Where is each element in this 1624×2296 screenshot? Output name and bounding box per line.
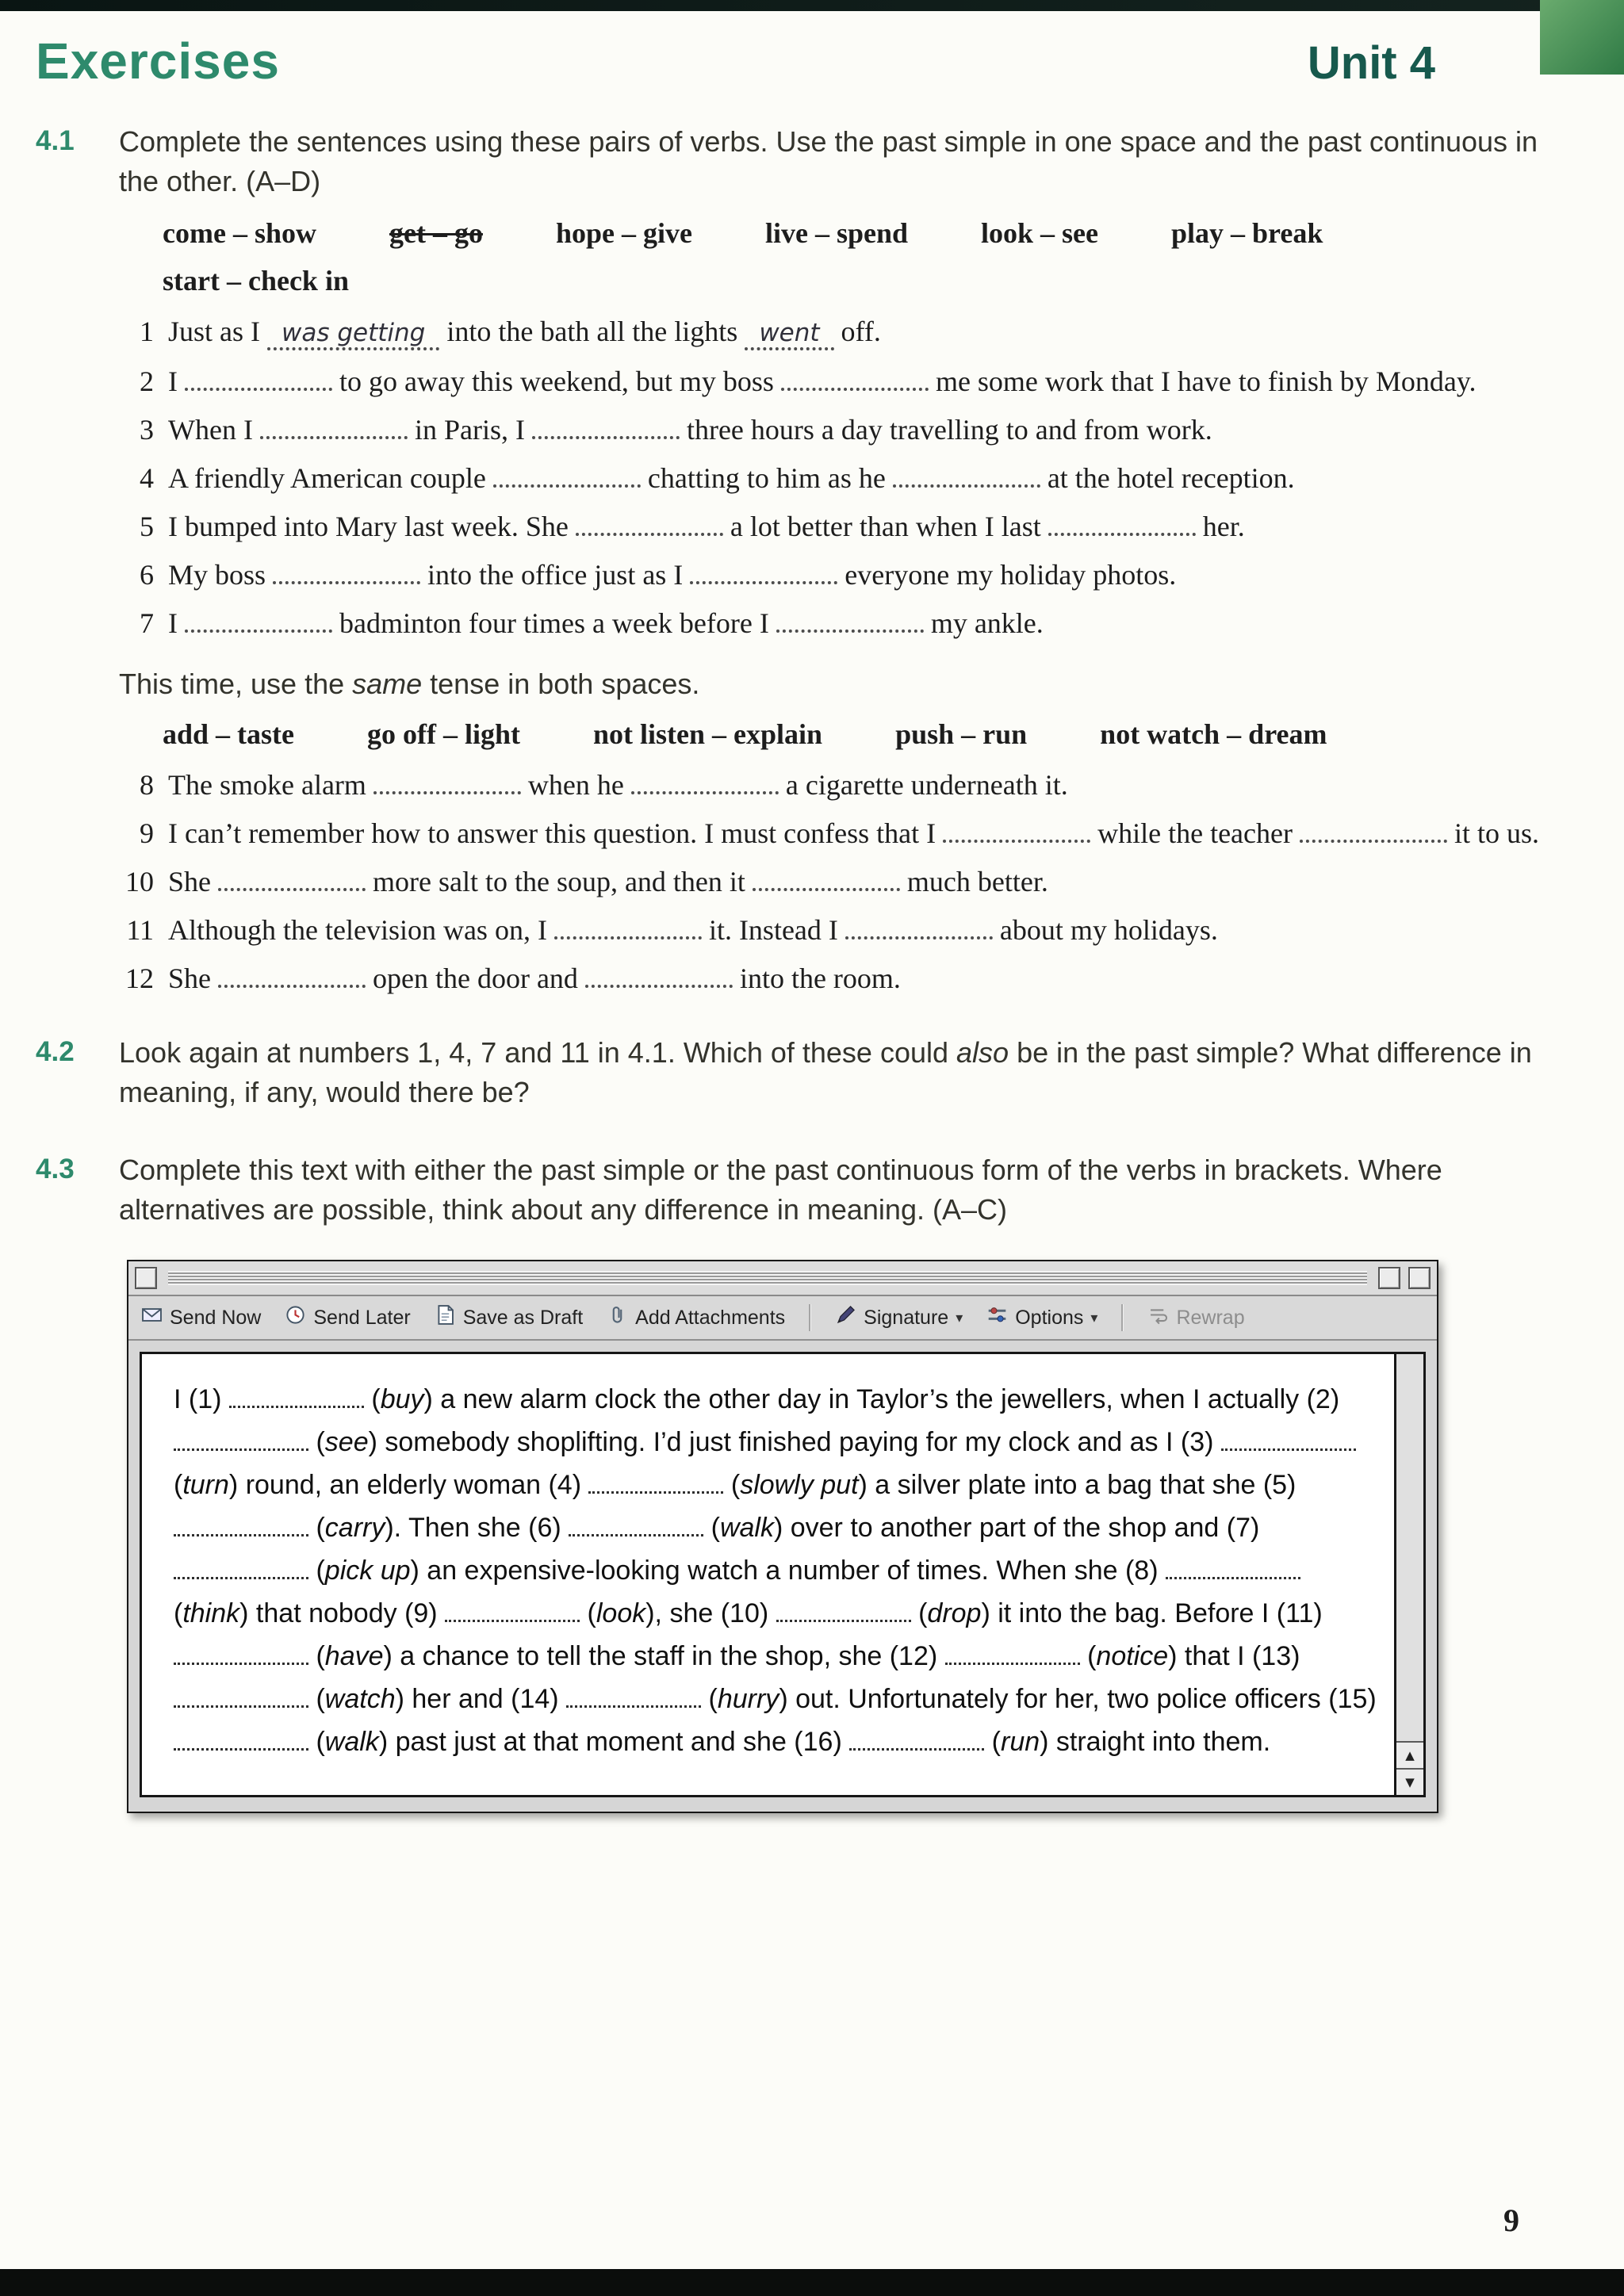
sentence-text	[168, 361, 1564, 402]
blank-field	[174, 1515, 308, 1536]
sentence-item	[119, 603, 1580, 644]
sentence-number: 1	[140, 316, 154, 347]
blank-field	[174, 1558, 308, 1579]
window-zoom-button[interactable]	[1408, 1267, 1431, 1289]
verb-pair: not listen – explain	[593, 718, 823, 750]
signature-icon	[835, 1304, 856, 1331]
text-run: more salt to the soup, and then it	[366, 866, 753, 897]
sentence-number: 9	[140, 817, 154, 849]
text-run: a lot better than when I last	[722, 511, 1048, 542]
text-run: badminton four times a week before I	[332, 607, 776, 639]
text-run: when he	[520, 769, 631, 801]
options-icon	[986, 1304, 1008, 1331]
blank-field	[631, 771, 779, 794]
text-run: (	[308, 1427, 325, 1457]
send-now-icon	[141, 1304, 163, 1331]
verb-pair: not watch – dream	[1100, 718, 1327, 750]
verb-pair: look – see	[981, 217, 1099, 249]
scroll-down-button[interactable]: ▼	[1396, 1768, 1423, 1795]
text-run: ) straight into them.	[1040, 1727, 1271, 1757]
italic-text-run: watch	[324, 1684, 396, 1714]
verb-pair: live – spend	[764, 217, 909, 249]
text-run: Just as I	[168, 316, 267, 347]
text-run: (	[1079, 1641, 1097, 1671]
text-run: ) a new alarm clock the other day in Taylor’s the jewellers, when I actually (2)	[423, 1384, 1340, 1414]
save-as-draft-label: Save as Draft	[462, 1306, 584, 1329]
blank-field	[445, 1601, 580, 1622]
text-run: I	[168, 607, 185, 639]
text-run: ) over to another part of the shop and (7)	[773, 1513, 1260, 1543]
text-run: Although the television was on, I	[168, 914, 554, 946]
italic-text-run: hurry	[717, 1684, 779, 1714]
text-run: (	[308, 1556, 325, 1586]
text-run: into the room.	[732, 962, 901, 994]
page-top-edge	[0, 0, 1624, 11]
sentence-item	[119, 909, 1580, 951]
instruction-text: Complete the sentences using these pairs of verbs. Use the past simple in one space and the past continuous in the other. (A–D)	[119, 125, 1538, 197]
blank-field	[174, 1686, 308, 1708]
handwritten-answer: went	[745, 319, 833, 350]
sentence-item	[119, 554, 1580, 595]
text-run: I	[168, 365, 185, 397]
blank-field	[174, 1729, 308, 1751]
toolbar-separator	[809, 1304, 811, 1331]
page-number: 9	[1503, 2202, 1519, 2238]
blank-field	[753, 867, 900, 891]
sentence-item	[119, 361, 1580, 402]
add-attachments-button[interactable]	[607, 1304, 785, 1331]
verb-pair: push – run	[895, 718, 1028, 750]
text-run: (	[308, 1641, 325, 1671]
text-run: ) round, an elderly woman (4)	[228, 1470, 589, 1500]
blank-field	[1166, 1558, 1300, 1579]
text-run: ) out. Unfortunately for her, two police officers (15)	[779, 1684, 1377, 1714]
sentence-number: 3	[140, 414, 154, 446]
text-run: ) that I (13)	[1168, 1641, 1300, 1671]
text-run: (	[174, 1598, 183, 1628]
text-run: into the office just as I	[420, 559, 691, 591]
blank-field	[776, 609, 924, 633]
email-body[interactable]	[142, 1354, 1394, 1795]
sentence-item	[119, 861, 1580, 902]
text-run: (	[701, 1684, 718, 1714]
text-run: I (1)	[174, 1384, 229, 1414]
text-run: (	[174, 1470, 183, 1500]
exercise-number: 4.2	[36, 1036, 75, 1067]
signature-button[interactable]	[835, 1304, 963, 1331]
attachments-icon	[607, 1304, 628, 1331]
exercise-4-2	[0, 1033, 1624, 1123]
text-run: ) it into the bag. Before I (11)	[981, 1598, 1323, 1628]
text-run: everyone my holiday photos.	[837, 559, 1177, 591]
text-run: ) past just at that moment and she (16)	[378, 1727, 850, 1757]
text-run: (	[363, 1384, 381, 1414]
text-run: ), she (10)	[645, 1598, 776, 1628]
text-run: much better.	[899, 866, 1048, 897]
verb-pair: add – taste	[163, 718, 295, 750]
blank-field	[893, 464, 1040, 488]
sentence-item	[119, 457, 1580, 499]
text-run: my ankle.	[923, 607, 1044, 639]
text-run: My boss	[168, 559, 274, 591]
text-run: (	[308, 1727, 325, 1757]
exercise-4-1	[0, 122, 1624, 1006]
italic-text-run: notice	[1096, 1641, 1169, 1671]
blank-field	[845, 916, 993, 939]
text-run: A friendly American couple	[168, 462, 493, 494]
send-later-icon	[285, 1304, 306, 1331]
text-run: it to us.	[1446, 817, 1539, 849]
exercise-number: 4.1	[36, 125, 75, 156]
text-run: her.	[1195, 511, 1245, 542]
signature-label: Signature	[864, 1306, 949, 1329]
text-run: into the bath all the lights	[439, 316, 745, 347]
text-run: (	[910, 1598, 928, 1628]
italic-text-run: also	[956, 1036, 1009, 1069]
text-run: She	[168, 962, 218, 994]
verb-pair: go off – light	[367, 718, 521, 750]
blank-field	[174, 1429, 308, 1451]
sentence-text	[168, 311, 1564, 354]
sentence-item	[119, 813, 1580, 854]
page-header	[0, 0, 1624, 95]
exercise-number: 4.3	[36, 1154, 75, 1184]
send-later-button[interactable]	[285, 1304, 410, 1331]
unit-edge-tab	[1540, 0, 1624, 75]
text-run: in Paris, I	[407, 414, 532, 446]
text-run: chatting to him as he	[640, 462, 893, 494]
chevron-down-icon: ▾	[956, 1309, 963, 1326]
sentence-item	[119, 311, 1580, 354]
blank-field	[849, 1729, 984, 1751]
text-run: tense in both spaces.	[422, 668, 700, 700]
italic-text-run: buy	[380, 1384, 424, 1414]
blank-field	[185, 367, 332, 391]
sentence-number: 5	[140, 511, 154, 542]
blank-field	[373, 771, 521, 794]
blank-field	[690, 561, 837, 584]
sentence-number: 7	[140, 607, 154, 639]
sentence-number: 4	[140, 462, 154, 494]
blank-field	[218, 964, 366, 988]
text-run: at the hotel reception.	[1040, 462, 1295, 494]
text-run: ). Then she (6)	[385, 1513, 569, 1543]
options-button[interactable]	[986, 1304, 1097, 1331]
text-run: I can’t remember how to answer this question. I must confess that I	[168, 817, 944, 849]
sentence-text	[168, 861, 1564, 902]
italic-text-run: pick up	[324, 1556, 411, 1586]
blank-field	[532, 415, 680, 439]
text-run: about my holidays.	[992, 914, 1218, 946]
send-now-label: Send Now	[170, 1306, 262, 1329]
text-run: (	[580, 1598, 596, 1628]
sentence-text	[168, 813, 1564, 854]
text-run: She	[168, 866, 218, 897]
italic-text-run: walk	[719, 1513, 774, 1543]
text-run: (	[308, 1684, 325, 1714]
text-run: off.	[833, 316, 881, 347]
sentence-text	[168, 554, 1564, 595]
blank-field	[569, 1515, 703, 1536]
blank-field	[588, 1472, 723, 1494]
text-run: ) a chance to tell the staff in the shop, she (12)	[383, 1641, 945, 1671]
unit-label: Unit 4	[1307, 37, 1435, 89]
sentence-item	[119, 409, 1580, 450]
text-run: (	[703, 1513, 720, 1543]
text-run: (	[308, 1513, 325, 1543]
rewrap-icon	[1147, 1304, 1169, 1331]
send-now-button[interactable]	[141, 1304, 261, 1331]
page-title: Exercises	[36, 33, 280, 90]
blank-field	[493, 464, 641, 488]
sentence-number: 10	[125, 866, 154, 897]
blank-field	[943, 819, 1090, 843]
italic-text-run: run	[1001, 1727, 1040, 1757]
send-later-label: Send Later	[313, 1306, 411, 1329]
italic-text-run: same	[352, 668, 423, 700]
text-run: be in the past simple? What difference in meaning, if any, would there be?	[119, 1036, 1532, 1108]
blank-field	[229, 1387, 364, 1408]
titlebar-stripes	[168, 1271, 1367, 1285]
italic-text-run: carry	[324, 1513, 385, 1543]
blank-field	[554, 916, 702, 939]
italic-text-run: look	[596, 1598, 646, 1628]
email-scrollbar[interactable]	[1394, 1354, 1423, 1795]
italic-text-run: drop	[927, 1598, 982, 1628]
toolbar-separator	[1121, 1304, 1124, 1331]
verb-pair: play – break	[1171, 217, 1323, 249]
save-as-draft-button[interactable]	[435, 1304, 583, 1331]
exercise-4-3	[0, 1150, 1624, 1813]
sentence-number: 11	[126, 914, 154, 946]
text-run: (	[984, 1727, 1001, 1757]
rewrap-label: Rewrap	[1176, 1306, 1245, 1329]
add-attachments-label: Add Attachments	[635, 1306, 786, 1329]
exercise-body	[119, 1150, 1580, 1813]
email-content-frame	[128, 1341, 1437, 1812]
italic-text-run: think	[182, 1598, 240, 1628]
blank-field	[185, 609, 332, 633]
sentence-number: 12	[125, 962, 154, 994]
verb-pair: hope – give	[555, 217, 692, 249]
blank-field	[781, 367, 929, 391]
italic-text-run: slowly put	[740, 1470, 859, 1500]
scroll-up-button[interactable]: ▲	[1396, 1741, 1423, 1768]
sentence-list	[119, 764, 1580, 999]
sentence-list	[119, 311, 1580, 644]
window-collapse-button[interactable]	[1378, 1267, 1400, 1289]
blank-field	[174, 1644, 308, 1665]
email-body-text	[174, 1378, 1377, 1763]
page-bottom-edge	[0, 2269, 1624, 2296]
text-run: ) an expensive-looking watch a number of times. When she (8)	[410, 1556, 1166, 1586]
blank-field	[776, 1601, 911, 1622]
sentence-text	[168, 603, 1564, 644]
blank-field	[1300, 819, 1447, 843]
sentence-number: 8	[140, 769, 154, 801]
sentence-item	[119, 506, 1580, 547]
sentence-item	[119, 764, 1580, 806]
blank-field	[1048, 512, 1196, 536]
save-draft-icon	[435, 1304, 456, 1331]
window-close-button[interactable]	[135, 1267, 157, 1289]
verb-pairs-row	[119, 212, 1580, 254]
email-content	[140, 1352, 1426, 1797]
rewrap-button[interactable]	[1147, 1304, 1244, 1331]
blank-field	[273, 561, 420, 584]
sentence-item	[119, 958, 1580, 999]
text-run: ) somebody shoplifting. I’d just finished paying for my clock and as I (3)	[368, 1427, 1221, 1457]
italic-text-run: have	[324, 1641, 384, 1671]
sentence-text	[168, 409, 1564, 450]
sentence-number: 6	[140, 559, 154, 591]
text-run: open the door and	[366, 962, 585, 994]
italic-text-run: walk	[324, 1727, 379, 1757]
text-run: me some work that I have to finish by Monday.	[928, 365, 1477, 397]
text-run: ) that nobody (9)	[239, 1598, 446, 1628]
sentence-text	[168, 506, 1564, 547]
exercise-body	[119, 122, 1580, 1006]
blank-field	[260, 415, 408, 439]
blank-field	[945, 1644, 1080, 1665]
verb-pair-struck: get – go	[389, 217, 483, 249]
italic-text-run: see	[324, 1427, 369, 1457]
text-run: ) a silver plate into a bag that she (5)	[858, 1470, 1297, 1500]
options-label: Options	[1015, 1306, 1084, 1329]
email-window-titlebar[interactable]	[128, 1261, 1437, 1296]
text-run: I bumped into Mary last week. She	[168, 511, 576, 542]
sentence-text	[168, 764, 1564, 806]
verb-pair: start – check in	[163, 265, 349, 297]
sentence-number: 2	[140, 365, 154, 397]
blank-field	[566, 1686, 701, 1708]
italic-text-run: turn	[182, 1470, 229, 1500]
mid-instruction-text	[119, 664, 1546, 704]
text-run: The smoke alarm	[168, 769, 373, 801]
chevron-down-icon: ▾	[1090, 1309, 1098, 1326]
blank-field	[1221, 1429, 1356, 1451]
sentence-text	[168, 958, 1564, 999]
handwritten-answer: was getting	[267, 319, 439, 350]
text-run: a cigarette underneath it.	[778, 769, 1068, 801]
blank-field	[585, 964, 733, 988]
text-run: Look again at numbers 1, 4, 7 and 11 in 4.1. Which of these could	[119, 1036, 957, 1069]
text-run: This time, use the	[119, 668, 353, 700]
verb-pair: come – show	[163, 217, 316, 249]
verb-pairs-row	[119, 260, 1580, 301]
text-run: (	[723, 1470, 741, 1500]
text-run: three hours a day travelling to and from work.	[679, 414, 1212, 446]
sentence-text	[168, 909, 1564, 951]
email-window	[127, 1260, 1438, 1813]
text-run: it. Instead I	[701, 914, 845, 946]
text-run: ) her and (14)	[395, 1684, 567, 1714]
blank-field	[218, 867, 366, 891]
exercise-body	[119, 1033, 1580, 1123]
instruction-text	[119, 1033, 1546, 1112]
instruction-text: Complete this text with either the past simple or the past continuous form of the verbs in brackets. Where alternatives are possible, think about any difference in meaning. (A–C)	[119, 1154, 1442, 1226]
text-run: to go away this weekend, but my boss	[332, 365, 781, 397]
email-toolbar	[128, 1296, 1437, 1341]
text-run: while the teacher	[1090, 817, 1300, 849]
blank-field	[576, 512, 723, 536]
sentence-text	[168, 457, 1564, 499]
text-run: When I	[168, 414, 260, 446]
verb-pairs-row	[119, 714, 1580, 755]
